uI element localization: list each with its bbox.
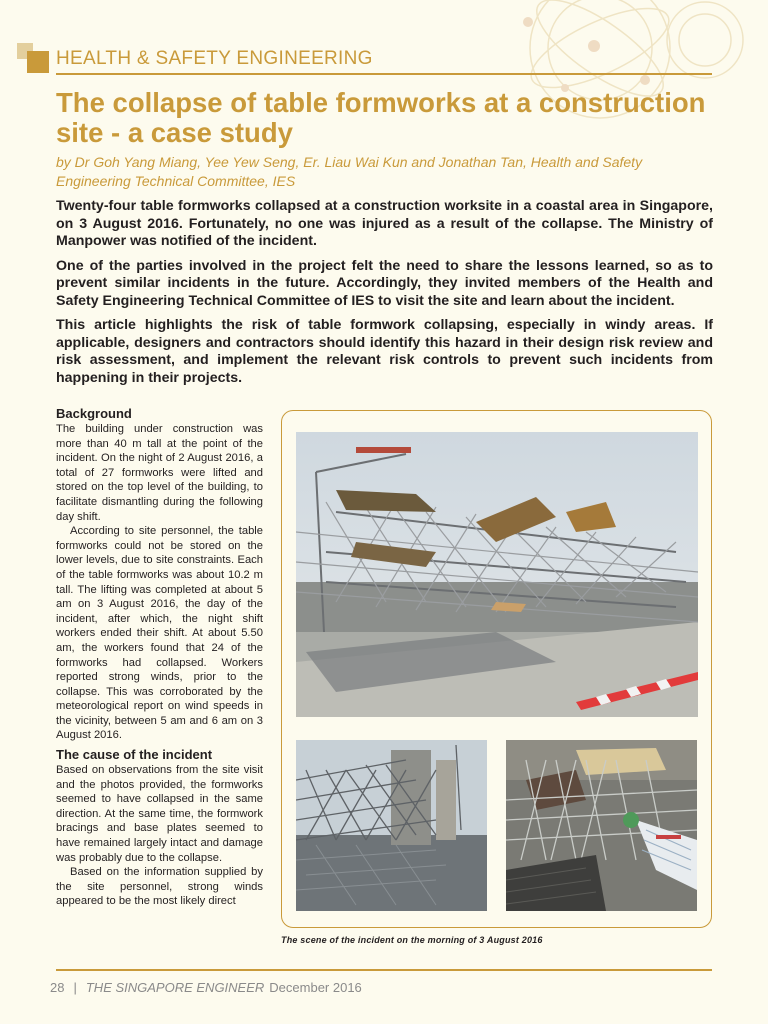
issue-date: December 2016 <box>269 980 362 995</box>
photo-main-collapsed-formworks <box>296 432 698 717</box>
article-byline: by Dr Goh Yang Miang, Yee Yew Seng, Er. Liau Wai Kun and Jonathan Tan, Health and Safety Engineering Technical Committee, IES <box>56 154 643 189</box>
footer-separator: | <box>73 980 77 995</box>
body-paragraph: According to site personnel, the table formworks could not be stored on the lower levels, due to site constraints. Each of the table formworks was about 10.2 m tall. The lifting was completed at about 5 am on 3 August 2016, the day of the incident, after which, the night shift workers ended their shift. At about 5.50 am, the workers found that 24 of the formworks had collapsed. Workers reported strong winds, prior to the collapse. This was corroborated by the meteorological report on wind speeds in the vicinity, between 5 am and 6 am on 3 August 2016. <box>56 525 263 742</box>
photo-bottom-right <box>506 740 697 911</box>
cause-heading: The cause of the incident <box>56 747 213 763</box>
article-title: The collapse of table formworks at a construction site - a case study <box>56 87 706 148</box>
header-rule <box>56 73 712 75</box>
body-column <box>56 406 263 909</box>
section-marker-dark <box>27 51 49 73</box>
article-intro <box>56 198 713 394</box>
page-footer <box>50 980 362 995</box>
intro-paragraph: One of the parties involved in the project felt the need to share the lessons learned, so as to prevent similar incidents in the future. Accordingly, they invited members of the Health and Safety Engineering Technical Committee of IES to visit the site and learn about the incident. <box>56 257 713 309</box>
intro-paragraph: Twenty-four table formworks collapsed at a construction worksite in a coastal area in Singapore, on 3 August 2016. Fortunately, no one was injured as a result of the collapse. The Ministry of Manpower was notified of the incident. <box>56 198 713 249</box>
page-number: 28 <box>50 980 65 995</box>
publication-name: THE SINGAPORE ENGINEER <box>85 980 265 995</box>
body-paragraph: Based on the information supplied by the site personnel, strong winds appeared to be the most likely direct <box>56 866 263 908</box>
body-paragraph: The building under construction was more than 40 m tall at the point of the incident. On the night of 2 August 2016, a total of 27 formworks were lifted and stored on the top level of the building, to facilitate dismantling during the following day shift. <box>56 423 263 523</box>
background-heading: Background <box>56 406 132 421</box>
figure-caption: The scene of the incident on the morning of 3 August 2016 <box>281 935 543 945</box>
footer-rule <box>56 969 712 971</box>
photo-bottom-left <box>296 740 487 911</box>
intro-paragraph: This article highlights the risk of table formwork collapsing, especially in windy areas. If applicable, designers and contractors should identify this hazard in their design risk review and risk assessment, and implement the relevant risk controls to prevent such incidents from happening in their projects. <box>56 317 713 386</box>
section-label: HEALTH & SAFETY ENGINEERING <box>56 48 373 69</box>
body-paragraph: Based on observations from the site visit and the photos provided, the formworks seemed to have collapsed in the same direction. At the same time, the formwork bracings and base plates seemed to have remained largely intact and damage was probably due to the collapse. <box>56 764 263 864</box>
